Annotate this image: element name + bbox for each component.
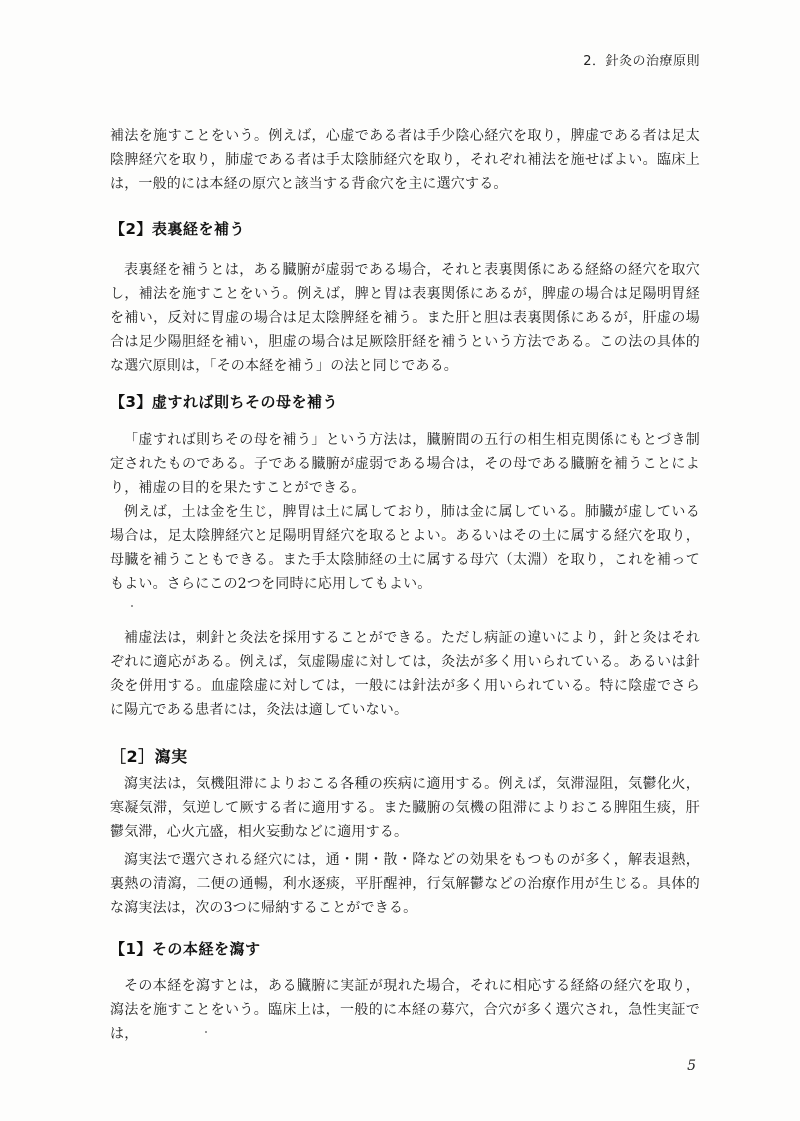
page-number: 5	[687, 1058, 696, 1074]
scan-speck	[131, 605, 133, 607]
paragraph	[110, 258, 700, 378]
paragraph	[110, 428, 700, 500]
paragraph	[110, 848, 700, 920]
section-heading-supplement-exterior-interior: 【2】表裏経を補う	[110, 220, 245, 238]
paragraph	[110, 772, 700, 844]
paragraph-text: 瀉実法で選穴される経穴には，通・開・散・降などの効果をもつものが多く，解表退熱，裏熱の清瀉，二便の通暢，利水逐痰，平肝醒神，行気解鬱などの治療作用が生じる。具体的な瀉実法は，次の3つに帰納することができる。	[110, 852, 700, 916]
running-header: 2．針灸の治療原則	[583, 54, 700, 69]
paragraph-text: 瀉実法は，気機阻滞によりおこる各種の疾病に適用する。例えば，気滞湿阻，気鬱化火，寒凝気滞，気逆して厥する者に適用する。また臓腑の気機の阻滞によりおこる脾阻生痰，肝鬱気滞，心火亢盛，相火妄動などに適用する。	[110, 776, 700, 840]
paragraph	[110, 626, 700, 722]
section-heading-drain-own-channel: 【1】その本経を瀉す	[110, 940, 261, 958]
paragraph-text: 表裏経を補うとは，ある臓腑が虚弱である場合，それと表裏関係にある経絡の経穴を取穴し，補法を施すことをいう。例えば，脾と胃は表裏関係にあるが，脾虚の場合は足陽明胃経を補い，反対に胃虚の場合は足太陰脾経を補う。また肝と胆は表裏関係にあるが，肝虚の場合は足少陽胆経を補い，胆虚の場合は足厥陰肝経を補うという方法である。この法の具体的な選穴原則は，「その本経を補う」の法と同じである。	[110, 262, 700, 374]
paragraph-continued	[110, 124, 700, 196]
paragraph-text: 「虚すれば則ちその母を補う」という方法は，臓腑間の五行の相生相克関係にもとづき制定されたものである。子である臓腑が虚弱である場合は，その母である臓腑を補うことにより，補虚の目的を果たすことができる。	[110, 432, 700, 496]
paragraph-text: 例えば，土は金を生じ，脾胃は土に属しており，肺は金に属している。肺臓が虚している場合は，足太陰脾経穴と足陽明胃経穴を取るとよい。あるいはその土に属する経穴を取り，母臓を補うこともできる。また手太陰肺経の土に属する母穴（太淵）を取り，これを補ってもよい。さらにこの2つを同時に応用してもよい。	[110, 504, 700, 592]
paragraph-text: 補法を施すことをいう。例えば，心虚である者は手少陰心経穴を取り，脾虚である者は足太陰脾経穴を取り，肺虚である者は手太陰肺経穴を取り，それぞれ補法を施せばよい。臨床上は，一般的には本経の原穴と該当する背兪穴を主に選穴する。	[110, 128, 700, 192]
section-heading-supplement-mother: 【3】虚すれば則ちその母を補う	[110, 393, 338, 411]
paragraph	[110, 500, 700, 596]
paragraph-text: 補虚法は，刺針と灸法を採用することができる。ただし病証の違いにより，針と灸はそれぞれに適応がある。例えば，気虚陽虚に対しては，灸法が多く用いられている。あるいは針灸を併用する。血虚陰虚に対しては，一般には針法が多く用いられている。特に陰虚でさらに陽亢である患者には，灸法は適していない。	[110, 630, 700, 718]
section-heading-drain-excess: ［2］瀉実	[110, 747, 188, 766]
paragraph-text: その本経を瀉すとは，ある臓腑に実証が現れた場合，それに相応する経絡の経穴を取り，瀉法を施すことをいう。臨床上は，一般的に本経の募穴，合穴が多く選穴され，急性実証では，	[110, 978, 700, 1042]
paragraph	[110, 974, 700, 1046]
scan-speck	[205, 1031, 207, 1033]
